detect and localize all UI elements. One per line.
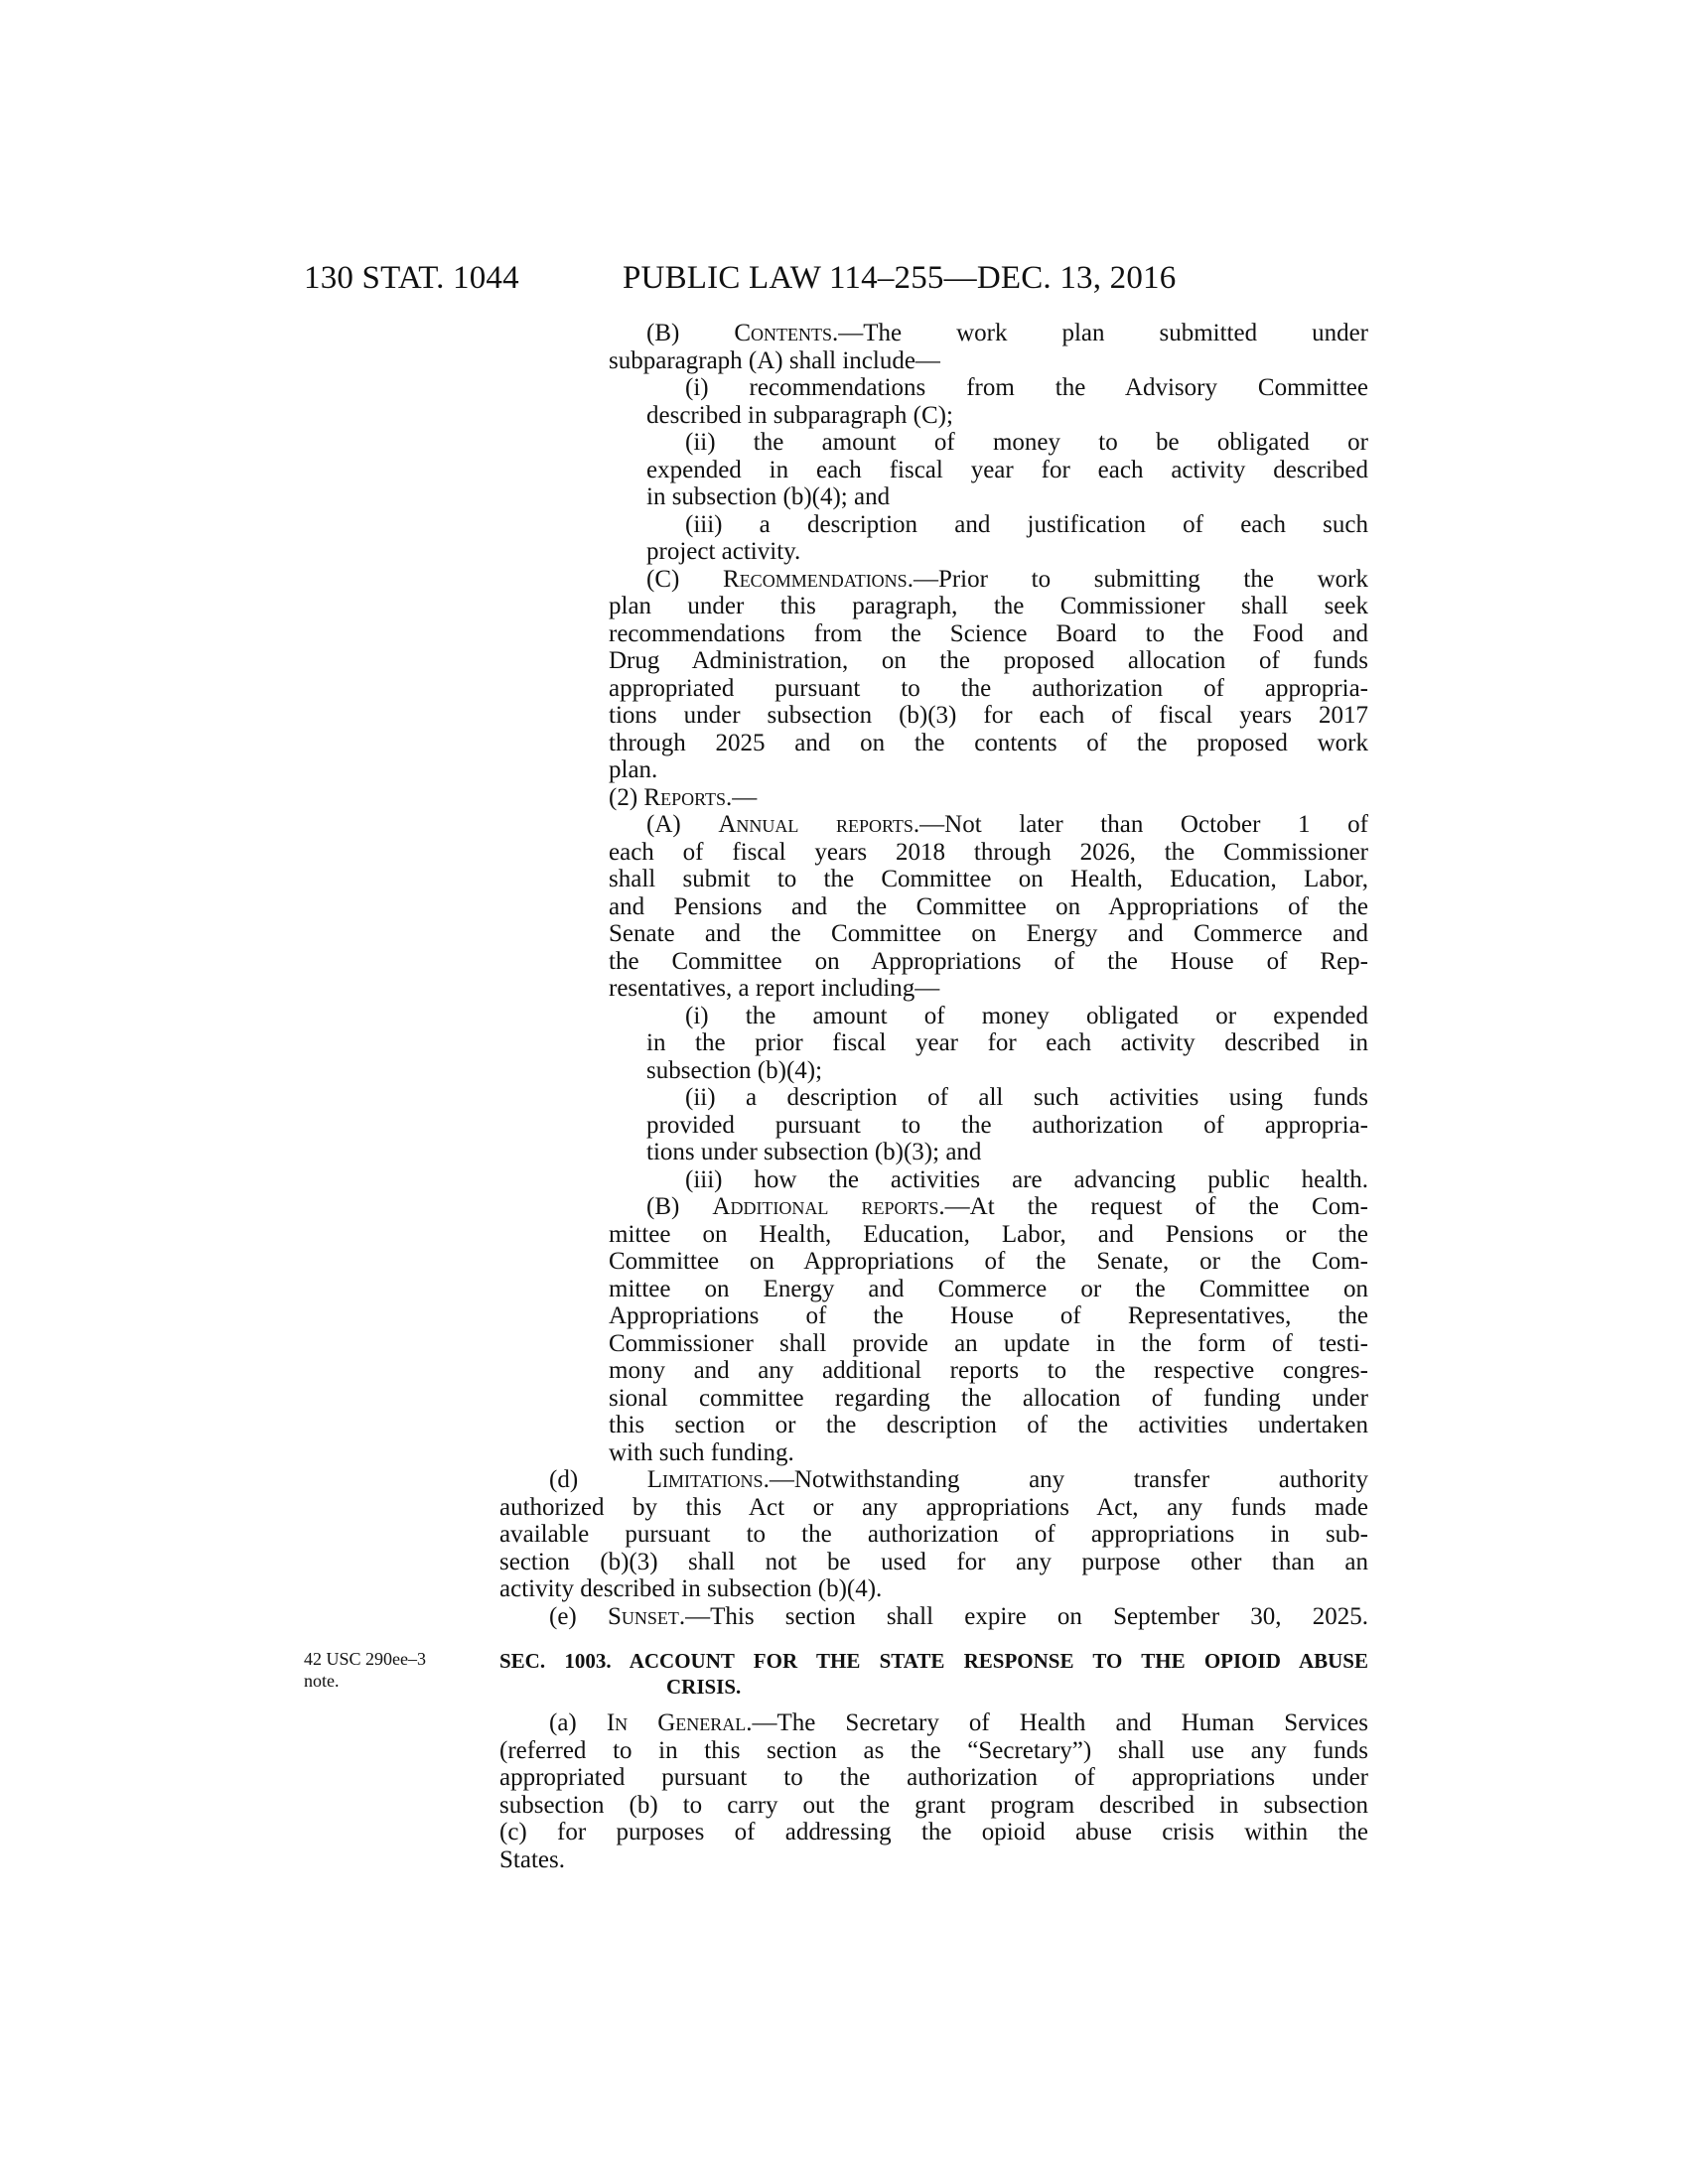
line-text: shall submit to the Committee on Health, Education, Labor, [609, 866, 1368, 892]
text-line [646, 320, 1368, 347]
line-text: (2) [609, 783, 644, 811]
text-line [549, 1603, 1368, 1631]
text-line [609, 893, 1368, 921]
text-line [646, 1112, 1368, 1140]
line-text: mittee on Energy and Commerce or the Committee on [609, 1275, 1368, 1302]
margin-note-suffix: note. [304, 1671, 340, 1691]
line-text: in the prior fiscal year for each activity described in [646, 1029, 1368, 1056]
paragraph-heading: Contents [734, 320, 832, 346]
line-text: (iii) how the activities are advancing public health. [685, 1165, 1368, 1193]
line-text: .—Not later than October 1 of [913, 811, 1368, 838]
text-line [609, 948, 1368, 976]
paragraph-heading: Recommendations [723, 565, 908, 593]
line-text: the Committee on Appropriations of the House of Rep- [609, 947, 1368, 975]
line-text: plan under this paragraph, the Commissioner shall seek [609, 593, 1368, 619]
line-text: tions under subsection (b)(3) for each of fiscal years 2017 [609, 702, 1368, 729]
paragraph-heading: Annual reports [718, 811, 914, 838]
text-line [499, 1819, 1368, 1846]
text-line [646, 1057, 1368, 1085]
line-text: activity described in subsection (b)(4). [499, 1575, 883, 1602]
line-text: .—Prior to submitting the work [907, 565, 1369, 593]
line-text: described in subparagraph (C); [646, 401, 953, 429]
text-line [646, 402, 1368, 430]
line-text: (A) [646, 811, 719, 838]
line-text: .—At the request of the Com- [938, 1193, 1368, 1220]
text-line [609, 620, 1368, 648]
text-line [499, 1737, 1368, 1765]
section-heading-line: CRISIS. [666, 1675, 742, 1699]
paragraph-heading: In General [606, 1709, 747, 1736]
line-text: mittee on Health, Education, Labor, and Pensions or the [609, 1220, 1368, 1248]
text-line [499, 1494, 1368, 1522]
line-text: with such funding. [609, 1438, 794, 1466]
line-text: (referred to in this section as the “Secretary”) shall use any funds [499, 1736, 1368, 1764]
text-line [685, 1166, 1368, 1194]
text-line [609, 1276, 1368, 1303]
paragraph-heading: Limitations [646, 1466, 764, 1493]
text-line [499, 1575, 1368, 1603]
text-line [609, 1302, 1368, 1330]
line-text: section (b)(3) shall not be used for any purpose other than an [499, 1548, 1368, 1575]
line-text: subsection (b) to carry out the grant program described in subsection [499, 1791, 1368, 1819]
text-line [609, 593, 1368, 620]
text-line [646, 538, 1368, 566]
text-line [685, 374, 1368, 402]
line-text: plan. [609, 756, 658, 783]
line-text: (ii) the amount of money to be obligated or [685, 429, 1368, 456]
line-text: (i) the amount of money obligated or expended [685, 1002, 1368, 1029]
line-text: (iii) a description and justification of each such [685, 510, 1368, 538]
line-text: Drug Administration, on the proposed allocation of funds [609, 647, 1368, 674]
line-text: this section or the description of the activities undertaken [609, 1412, 1368, 1438]
line-text: States. [499, 1845, 565, 1873]
text-line [499, 1764, 1368, 1792]
text-line [609, 975, 1368, 1003]
text-line [646, 566, 1368, 594]
text-line [609, 1385, 1368, 1413]
line-text: through 2025 and on the contents of the proposed work [609, 729, 1368, 756]
line-text: .— [726, 783, 758, 811]
line-text: Committee on Appropriations of the Senate, or the Com- [609, 1248, 1368, 1275]
paragraph-heading: Reports [643, 783, 727, 811]
text-line [609, 675, 1368, 703]
line-text: each of fiscal years 2018 through 2026, the Commissioner [609, 838, 1368, 866]
text-line [609, 920, 1368, 948]
text-line [609, 1412, 1368, 1439]
line-text: (d) [549, 1466, 647, 1493]
line-text: (i) recommendations from the Advisory Committee [685, 374, 1368, 401]
text-line [609, 1221, 1368, 1249]
margin-note-citation: 42 USC 290ee–3 [304, 1649, 426, 1669]
line-text: mony and any additional reports to the respective congres- [609, 1357, 1368, 1384]
text-line [646, 1139, 1368, 1166]
line-text: (C) [646, 565, 724, 593]
line-text: authorized by this Act or any appropriations Act, any funds made [499, 1493, 1368, 1521]
text-line [609, 1439, 1368, 1467]
text-line [646, 811, 1368, 839]
line-text: Commissioner shall provide an update in the form of testi- [609, 1329, 1368, 1357]
text-line [646, 483, 1368, 511]
line-text: resentatives, a report including— [609, 975, 940, 1002]
text-line [549, 1466, 1368, 1494]
text-line [499, 1846, 1368, 1874]
text-line [685, 1003, 1368, 1030]
running-header-title: PUBLIC LAW 114–255—DEC. 13, 2016 [623, 260, 1177, 296]
line-text: appropriated pursuant to the authorization of appropria- [609, 674, 1368, 702]
line-text: (a) [549, 1709, 607, 1736]
line-text: .—This section shall expire on September 30, 2025. [678, 1602, 1368, 1630]
line-text: subsection (b)(4); [646, 1056, 823, 1084]
text-line [609, 1330, 1368, 1358]
line-text: Senate and the Committee on Energy and Commerce and [609, 920, 1368, 947]
text-line [685, 1084, 1368, 1112]
line-text: (ii) a description of all such activities using funds [685, 1084, 1368, 1111]
text-line [609, 730, 1368, 757]
text-line [609, 784, 1368, 812]
line-text: recommendations from the Science Board to the Food and [609, 619, 1368, 647]
text-line [685, 511, 1368, 539]
line-text: project activity. [646, 538, 801, 565]
text-line [609, 1357, 1368, 1385]
line-text: available pursuant to the authorization of appropriations in sub- [499, 1521, 1368, 1548]
text-line [609, 702, 1368, 730]
line-text: Appropriations of the House of Representatives, the [609, 1302, 1368, 1329]
line-text: sional committee regarding the allocation of funding under [609, 1384, 1368, 1412]
line-text: .—The Secretary of Health and Human Services [746, 1709, 1368, 1736]
text-line [685, 429, 1368, 457]
line-text: and Pensions and the Committee on Appropriations of the [609, 892, 1368, 920]
paragraph-heading: Sunset [607, 1602, 679, 1630]
line-text: .—Notwithstanding any transfer authority [763, 1466, 1368, 1493]
line-text: appropriated pursuant to the authorization of appropriations under [499, 1764, 1368, 1791]
text-line [499, 1792, 1368, 1820]
paragraph-heading: Additional reports [712, 1193, 939, 1220]
statute-page-number: 130 STAT. 1044 [304, 260, 519, 296]
line-text: subparagraph (A) shall include— [609, 346, 940, 374]
text-line [609, 347, 1368, 375]
text-line [646, 1029, 1368, 1057]
text-line [609, 647, 1368, 675]
line-text: tions under subsection (b)(3); and [646, 1139, 982, 1165]
line-text: in subsection (b)(4); and [646, 483, 891, 510]
text-line [499, 1521, 1368, 1549]
text-line [646, 1193, 1368, 1221]
line-text: expended in each fiscal year for each activity described [646, 456, 1368, 483]
line-text: (e) [549, 1602, 608, 1630]
line-text: (c) for purposes of addressing the opioid abuse crisis within the [499, 1819, 1368, 1845]
text-line [646, 457, 1368, 484]
line-text: (B) [646, 320, 735, 346]
text-line [499, 1549, 1368, 1576]
text-line [609, 866, 1368, 893]
text-line [609, 1248, 1368, 1276]
section-heading-line: SEC. 1003. ACCOUNT FOR THE STATE RESPONSE TO THE OPIOID ABUSE [499, 1649, 1368, 1673]
text-line [609, 756, 1368, 784]
text-line [549, 1709, 1368, 1737]
line-text: provided pursuant to the authorization of appropria- [646, 1111, 1368, 1139]
text-line [609, 839, 1368, 867]
line-text: .—The work plan submitted under [831, 320, 1368, 346]
line-text: (B) [646, 1193, 713, 1220]
margin-note [304, 1648, 426, 1692]
